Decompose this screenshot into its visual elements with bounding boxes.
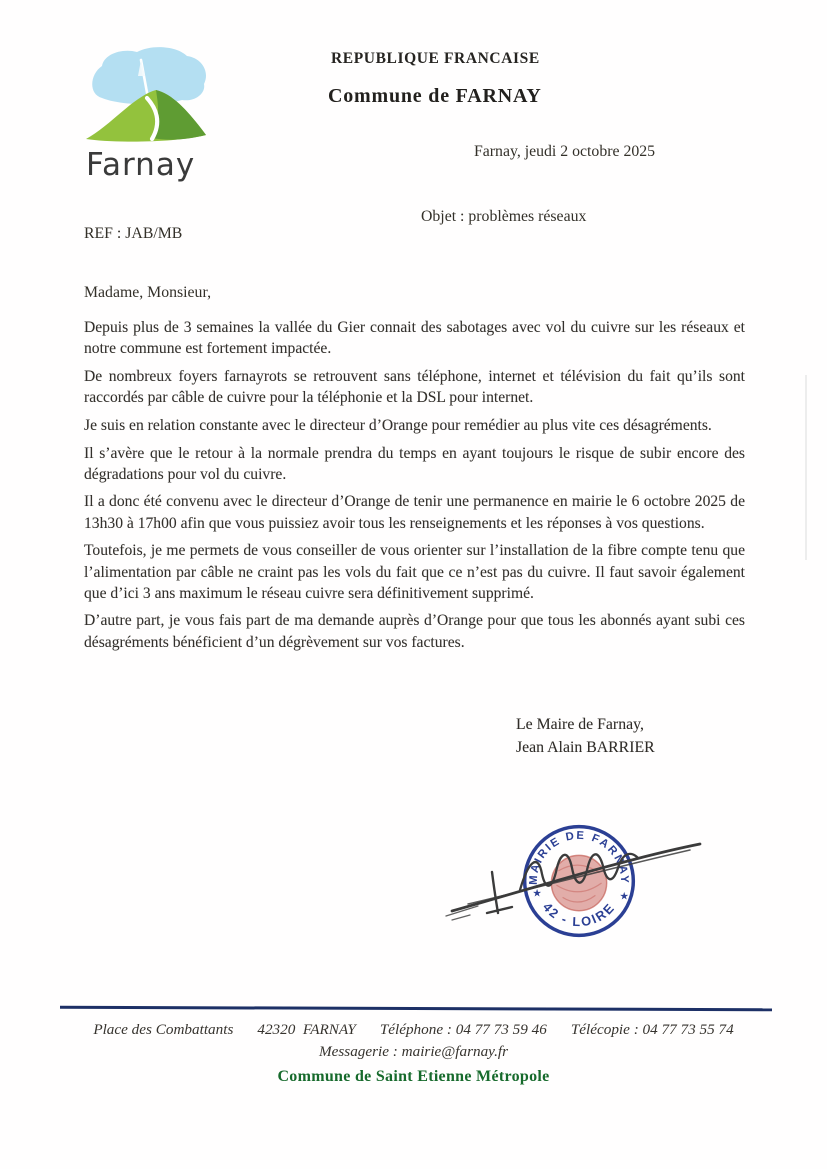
- footer-address-line: [0, 1021, 827, 1039]
- salutation: Madame, Monsieur,: [84, 284, 212, 301]
- footer-email-line: Messagerie : mairie@farnay.fr: [318, 1043, 509, 1060]
- signoff-block: [516, 714, 655, 759]
- paragraph: Depuis plus de 3 semaines la vallée du Gier connait des sabotages avec vol du cuivre sur les réseaux et notre commune est fortement impactée.: [84, 319, 745, 358]
- republic-title: REPUBLIQUE FRANCAISE: [331, 50, 540, 67]
- footer-phone: Téléphone : 04 77 73 59 46: [379, 1021, 547, 1038]
- stamp-top-text: MAIRIE DE FARNAY: [527, 829, 631, 886]
- scan-artifact: [805, 375, 807, 560]
- mayor-signature: [430, 828, 715, 933]
- reference-line: REF : JAB/MB: [84, 225, 183, 242]
- logo-wordmark: Farnay: [86, 147, 196, 183]
- letter-body: [84, 317, 745, 659]
- footer-address: Place des Combattants: [93, 1021, 234, 1038]
- signature-icon: [430, 828, 715, 928]
- stamp-left-star-icon: ★: [532, 888, 542, 900]
- stamp-bottom-text: 42 - LOIRE: [539, 899, 619, 930]
- farnay-hill-logo-icon: [82, 46, 217, 146]
- paragraph: De nombreux foyers farnayrots se retrouvent sans téléphone, internet et télévision du fait qu’ils sont raccordés par câble de cuivre pour la téléphonie et la DSL pour internet.: [84, 367, 745, 407]
- stamp-right-star-icon: ★: [619, 891, 629, 903]
- paragraph: D’autre part, je vous fais part de ma demande auprès d’Orange pour que tous les abonnés ayant subi ces désagréments bénéficient d’un dégrèvement sur vos factures.: [84, 612, 745, 651]
- subject-line: Objet : problèmes réseaux: [421, 208, 587, 225]
- footer-divider: [60, 1006, 772, 1011]
- paragraph: Je suis en relation constante avec le directeur d’Orange pour remédier au plus vite ces désagréments.: [84, 416, 712, 434]
- date-line: Farnay, jeudi 2 octobre 2025: [474, 143, 656, 160]
- commune-title: Commune de FARNAY: [328, 85, 542, 107]
- paragraph: Il s’avère que le retour à la normale prendra du temps en ayant toujours le risque de subir encore des dégradations pour vol du cuivre.: [84, 444, 745, 483]
- signoff-name: Jean Alain BARRIER: [516, 738, 655, 756]
- commune-logo: [82, 46, 222, 183]
- paragraph: Toutefois, je me permets de vous conseiller de vous orienter sur l’installation de la fibre compte tenu que l’alimentation par câble ne craint pas les vols du fait que ce n’est pas du cuivre. Il faut savoir également que d’ici 3 ans maximum le réseau cuivre sera définitivement supprimé.: [84, 542, 745, 602]
- signoff-title: Le Maire de Farnay,: [516, 716, 644, 733]
- footer-fax: Télécopie : 04 77 73 55 74: [570, 1021, 734, 1038]
- paragraph: Il a donc été convenu avec le directeur d’Orange de tenir une permanence en mairie le 6 octobre 2025 de 13h30 à 17h00 afin que vous puissiez avoir tous les renseignements et les réponses à vos questions.: [84, 493, 745, 532]
- footer-metropole-line: Commune de Saint Etienne Métropole: [277, 1068, 550, 1085]
- footer-city: 42320 FARNAY: [257, 1021, 356, 1038]
